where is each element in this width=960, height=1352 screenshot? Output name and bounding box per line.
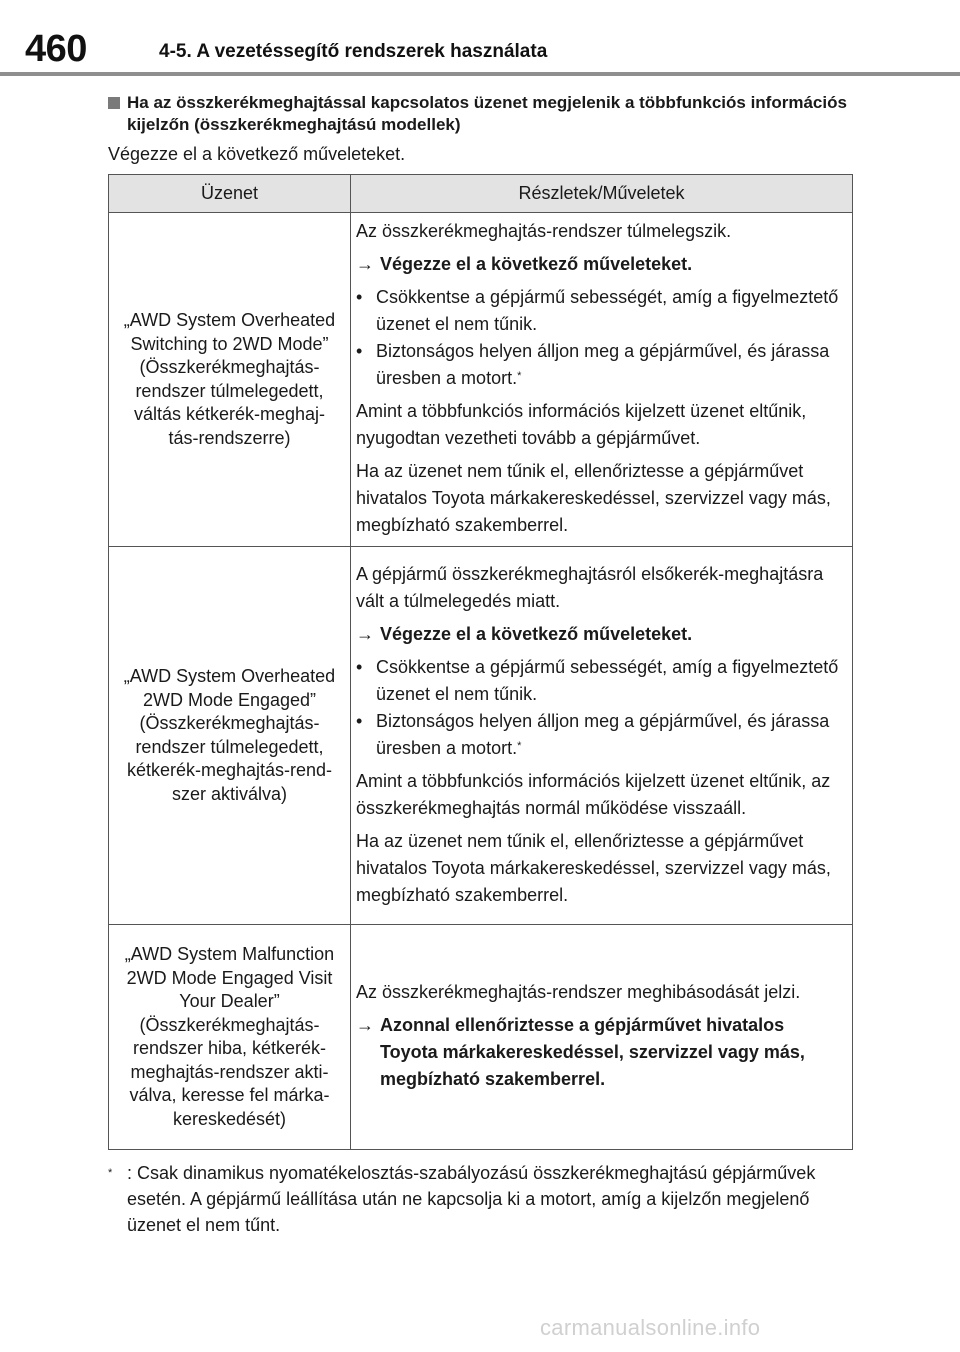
message-line: kétkerék-meghajtás-rend- bbox=[126, 760, 333, 780]
page-header bbox=[0, 0, 960, 78]
details-paragraph: Ha az üzenet nem tűnik el, ellenőriztesse a gépjárművet hivatalos Toyota márkakereskedéssel, szervizzel vagy más, megbízható szakemberrel. bbox=[356, 830, 831, 905]
table-row bbox=[109, 213, 853, 547]
footnote-marker bbox=[108, 1160, 128, 1190]
bullet-text: Csökkentse a gépjármű sebességét, amíg a figyelmeztető üzenet el nem tűnik. bbox=[376, 656, 839, 704]
action-text: Végezze el a következő műveleteket. bbox=[380, 623, 693, 644]
chapter-title: 4-5. A vezetéssegítő rendszerek használata bbox=[159, 41, 548, 62]
footnote bbox=[108, 1160, 853, 1238]
footnote-marker: * bbox=[517, 370, 522, 382]
intro-text: Végezze el a következő műveleteket. bbox=[108, 144, 406, 164]
footnote-asterisk: * bbox=[108, 1167, 113, 1179]
arrow-right-icon: → bbox=[356, 1015, 374, 1035]
message-line: szer aktiválva) bbox=[171, 783, 288, 804]
arrow-right-icon: → bbox=[356, 254, 374, 274]
page-number: 460 bbox=[25, 28, 87, 70]
message-line: 2WD Mode Engaged” bbox=[142, 689, 317, 710]
footnote-marker: * bbox=[517, 739, 522, 752]
details-cell bbox=[351, 925, 853, 1150]
arrow-right-icon: → bbox=[356, 623, 374, 644]
action-bullets bbox=[356, 654, 844, 762]
details-description: Az összkerékmeghajtás-rendszer túlmelegszik. bbox=[356, 221, 732, 241]
action-text: Azonnal ellenőriztesse a gépjárművet hivatalos Toyota márkakereskedéssel, szervizzel vagy más, megbízható szakemberrel. bbox=[380, 1015, 805, 1089]
message-line: 2WD Mode Engaged Visit bbox=[126, 967, 333, 988]
details-description: Az összkerékmeghajtás-rendszer meghibásodását jelzi. bbox=[356, 982, 801, 1002]
list-item bbox=[356, 654, 844, 708]
list-item bbox=[356, 338, 844, 392]
section-heading-text: Ha az összkerékmeghajtással kapcsolatos üzenet megjelenik a többfunkciós információs kijelzőn (összkerékmeghajtású modellek) bbox=[127, 93, 847, 134]
message-line: Switching to 2WD Mode” bbox=[130, 333, 329, 354]
action-line bbox=[356, 251, 844, 278]
message-line: rendszer túlmelegedett, bbox=[135, 736, 324, 757]
message-line: tás-rendszerre) bbox=[168, 427, 291, 448]
message-cell bbox=[109, 213, 351, 547]
column-header-message: Üzenet bbox=[109, 175, 351, 213]
details-paragraph: Amint a többfunkciós információs kijelzett üzenet eltűnik, az összkerékmeghajtás normál működése visszaáll. bbox=[356, 770, 831, 818]
message-line: meghajtás-rendszer akti- bbox=[130, 1061, 329, 1082]
message-line: Your Dealer” bbox=[179, 991, 280, 1011]
action-line bbox=[356, 1012, 844, 1093]
details-paragraph: Amint a többfunkciós információs kijelzett üzenet eltűnik, nyugodtan vezetheti tovább a gépjárművet. bbox=[356, 401, 807, 448]
message-line: rendszer hiba, kétkerék- bbox=[132, 1038, 327, 1058]
action-bullets bbox=[356, 284, 844, 392]
bullet-text: Biztonságos helyen álljon meg a gépjárművel, és járassa üresben a motort. bbox=[376, 710, 830, 758]
list-item bbox=[356, 284, 844, 338]
message-line: (Összkerékmeghajtás- bbox=[139, 713, 320, 733]
action-text: Végezze el a következő műveleteket. bbox=[380, 254, 693, 274]
list-item bbox=[356, 708, 844, 762]
message-line: válva, keresse fel márka- bbox=[129, 1085, 330, 1105]
message-line: rendszer túlmelegedett, bbox=[135, 380, 324, 401]
message-line: kereskedését) bbox=[172, 1108, 287, 1129]
message-line: „AWD System Overheated bbox=[123, 310, 336, 330]
bullet-icon: • bbox=[356, 710, 363, 731]
bullet-text: Biztonságos helyen álljon meg a gépjárművel, és járassa üresben a motort. bbox=[376, 341, 830, 388]
message-line: váltás kétkerék-meghaj- bbox=[133, 404, 326, 424]
action-line bbox=[356, 621, 844, 648]
bullet-icon: • bbox=[356, 341, 363, 361]
message-line: (Összkerékmeghajtás- bbox=[139, 357, 320, 377]
details-cell bbox=[351, 213, 853, 547]
message-line: (Összkerékmeghajtás- bbox=[139, 1014, 320, 1035]
header-rule bbox=[0, 72, 960, 76]
details-cell bbox=[351, 547, 853, 925]
square-bullet-icon bbox=[108, 97, 120, 109]
column-header-details: Részletek/Műveletek bbox=[351, 175, 853, 213]
watermark: carmanualsonline.info bbox=[540, 1315, 761, 1340]
bullet-text: Csökkentse a gépjármű sebességét, amíg a figyelmeztető üzenet el nem tűnik. bbox=[376, 287, 839, 334]
details-description: A gépjármű összkerékmeghajtásról elsőkerék-meghajtásra vált a túlmelegedés miatt. bbox=[356, 563, 824, 611]
message-cell bbox=[109, 547, 351, 925]
message-line: „AWD System Malfunction bbox=[124, 944, 335, 964]
details-paragraph: Ha az üzenet nem tűnik el, ellenőriztesse a gépjárművet hivatalos Toyota márkakereskedéssel, szervizzel vagy más, megbízható szakemberrel. bbox=[356, 461, 831, 535]
bullet-icon: • bbox=[356, 656, 363, 677]
table-row bbox=[109, 547, 853, 925]
footnote-text: : Csak dinamikus nyomatékelosztás-szabályozású összkerékmeghajtású gépjárművek esetén. A gépjármű leállítása után ne kapcsolja ki a motort, amíg a kijelzőn megjelenő üzenet el nem tűnt. bbox=[127, 1163, 816, 1235]
bullet-icon: • bbox=[356, 287, 363, 307]
table-header-row bbox=[109, 175, 853, 213]
message-table bbox=[108, 174, 853, 1150]
message-cell bbox=[109, 925, 351, 1150]
section-heading bbox=[108, 92, 868, 136]
message-line: „AWD System Overheated bbox=[123, 666, 336, 686]
table-row bbox=[109, 925, 853, 1150]
